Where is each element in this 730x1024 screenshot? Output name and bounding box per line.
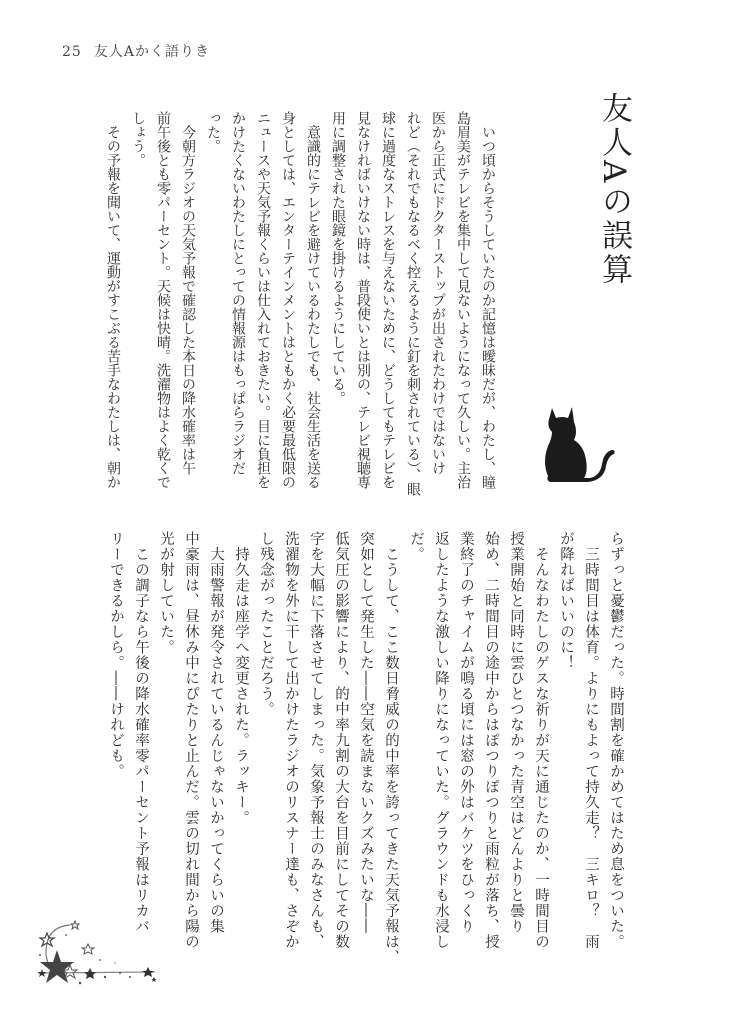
text-column: いつ頃からそうしていたのか記憶は曖昧だが、わたし、瞳 (480, 111, 496, 489)
lower-text-block (103, 531, 628, 965)
text-column: 字を大幅に下落させてしまった。気象予報士のみなさんも、 (308, 531, 324, 950)
text-column: 意識的にテレビを避けているわたしでも、社会生活を送る (305, 111, 321, 489)
text-column: 返したような激しい降りになっていた。グラウンドも水浸し (433, 531, 449, 950)
text-column: 医から正式にドクターストップが出されたわけではないけ (430, 111, 446, 475)
text-column: 始め、二時間目の途中からはぽつりぽつりと雨粒が落ち、授 (483, 531, 499, 950)
text-column: その予報を聞いて、運動がすこぶる苦手なわたしは、朝か (105, 111, 121, 489)
text-column: リーできるかしら。――けれども。 (108, 531, 124, 779)
text-column: 球に過度なストレスを与えないために、どうしてもテレビを (380, 111, 396, 489)
text-column: 突如として発生した――空気を読まないクズみたいな―― (358, 531, 374, 934)
shooting-stars-icon (30, 915, 160, 994)
upper-text-block (100, 111, 500, 496)
text-column: 中豪雨は、昼休み中にぴたりと止んだ。雲の切れ間から陽の (183, 531, 199, 950)
chapter-title: 友人Aの誤算 (596, 92, 632, 288)
text-column: かけたくないわたしにとっての情報源はもっぱらラジオだ (230, 111, 246, 475)
text-column: 大雨警報が発令されているんじゃないかってくらいの集 (208, 531, 224, 934)
text-column: 身としては、エンターテインメントはともかく必要最低限の (280, 111, 296, 489)
text-column: 島眉美がテレビを集中して見ないようになって久しい。主治 (455, 111, 471, 489)
cat-silhouette-icon (538, 402, 618, 488)
text-column: 低気圧の影響により、的中率九割の大台を目前にしてその数 (333, 531, 349, 950)
text-column: 見なければいけない時は、普段使いとは別の、テレビ視聴専 (355, 111, 371, 489)
text-column: 光が射していた。 (158, 531, 174, 655)
text-column: し残念がったことだろう。 (258, 531, 274, 717)
text-column: 洗濯物を外に干して出かけたラジオのリスナー達も、さぞか (283, 531, 299, 950)
text-column: 用に調整された眼鏡を掛けるようにしている。 (330, 111, 346, 405)
text-column: ニュースや天気予報くらいは仕入れておきたい。目に負担を (255, 111, 271, 489)
running-title: 友人Aかく語りき (93, 44, 210, 60)
text-column: 授業開始と同時に雲ひとつなかった青空はどんよりと曇り (508, 531, 524, 934)
text-column: 三時間目は体育。よりにもよって持久走？ 三キロ？ 雨 (583, 531, 599, 950)
text-column: この調子なら午後の降水確率零パーセント予報はリカバ (133, 531, 149, 934)
text-column: 持久走は座学へ変更された。ラッキー。 (233, 531, 249, 826)
text-column: が降ればいいのに！ (558, 531, 574, 671)
text-column: れど（それでもなるべく控えるように釘を刺されている）、眼 (405, 111, 421, 496)
text-column: 業終了のチャイムが鳴る頃には窓の外はバケツをひっくり (458, 531, 474, 934)
text-column: こうして、ここ数日脅威の的中率を誇ってきた天気予報は、 (383, 531, 399, 965)
text-column: そんなわたしのゲスな祈りが天に通じたのか、一時間目の (533, 531, 549, 950)
text-column: った。 (205, 111, 221, 153)
text-column: らずっと憂鬱だった。時間割を確かめてはため息をついた。 (608, 531, 624, 950)
text-column: 今朝方ラジオの天気予報で確認した本日の降水確率は午 (180, 111, 196, 475)
text-column: しょう。 (130, 111, 146, 167)
running-header (62, 41, 210, 61)
page-number: 25 (62, 44, 82, 60)
text-column: 前午後とも零パーセント。天候は快晴。洗濯物はよく乾くで (155, 111, 171, 489)
text-column: だ。 (408, 531, 424, 562)
